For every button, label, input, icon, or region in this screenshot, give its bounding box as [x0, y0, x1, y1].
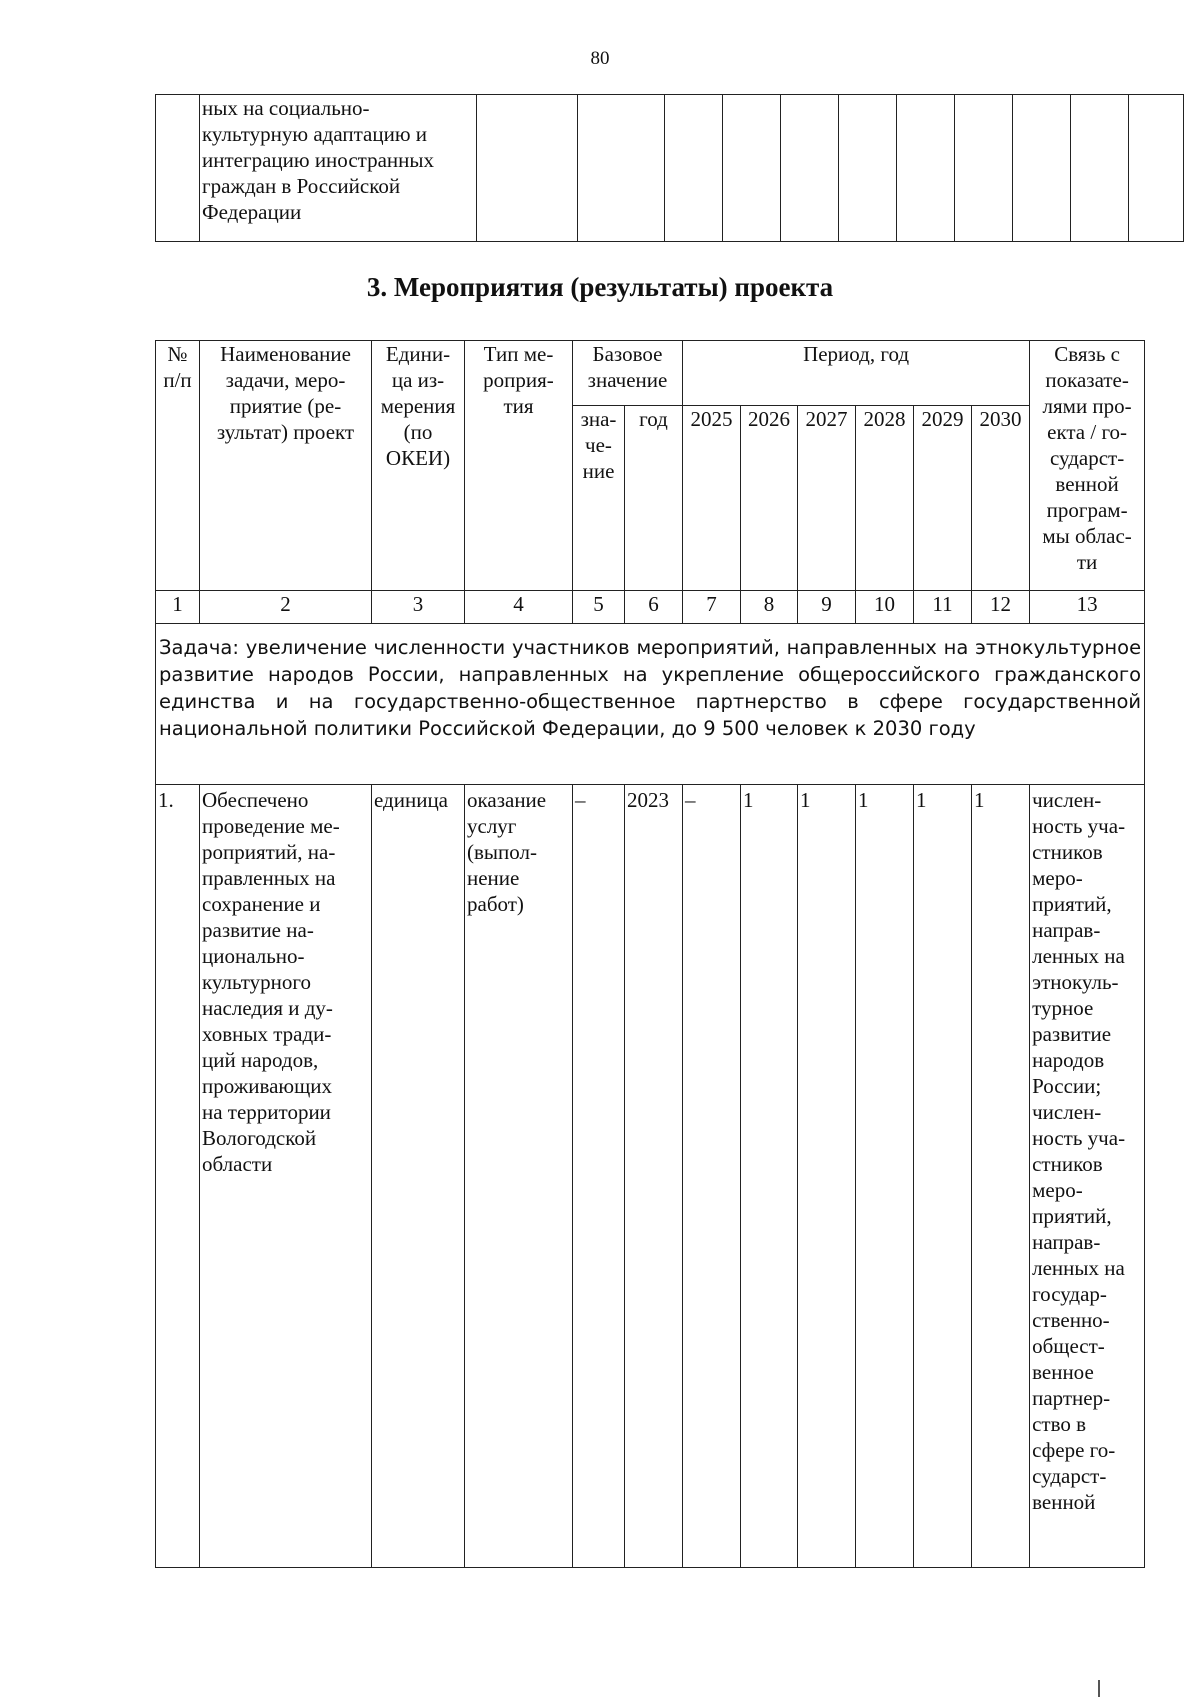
empty-cell — [1013, 95, 1071, 242]
task-description: Задача: увеличение численности участников мероприятий, направленных на этнокультурное развитие народов России, направленных на укрепление общероссийского гражданского единства и на государственно-общественное партнерство в сфере государственной национальной политики Российской Федерации, до 9 500 человек к 2030 году — [156, 624, 1145, 785]
name-continuation-cell — [200, 95, 477, 242]
column-number: 13 — [1030, 591, 1145, 624]
row-value-2025: – — [683, 785, 741, 1568]
header-unit: Едини- ца из- мерения (по ОКЕИ) — [372, 341, 465, 591]
activities-table — [155, 340, 1145, 1568]
empty-cell — [955, 95, 1013, 242]
header-year-2027: 2027 — [798, 406, 856, 591]
row-type: оказание услуг (выпол- нение работ) — [465, 785, 573, 1568]
column-number: 9 — [798, 591, 856, 624]
header-num: № п/п — [156, 341, 200, 591]
column-number: 6 — [625, 591, 683, 624]
row-unit: единица — [372, 785, 465, 1568]
header-year-2029: 2029 — [914, 406, 972, 591]
column-number: 12 — [972, 591, 1030, 624]
empty-cell — [477, 95, 578, 242]
row-value-2029: 1 — [914, 785, 972, 1568]
column-number: 3 — [372, 591, 465, 624]
column-number: 10 — [856, 591, 914, 624]
page-number: 80 — [590, 48, 610, 69]
empty-cell — [781, 95, 839, 242]
empty-cell — [839, 95, 897, 242]
row-base-year: 2023 — [625, 785, 683, 1568]
section-title: 3. Мероприятия (результаты) проекта — [366, 272, 834, 302]
header-base: Базовое значение — [573, 341, 683, 406]
column-number: 1 — [156, 591, 200, 624]
previous-table-continuation — [155, 94, 1184, 242]
row-value-2026: 1 — [741, 785, 798, 1568]
row-base-value: – — [573, 785, 625, 1568]
name-continuation-text: ных на социально- культурную адаптацию и интеграцию иностранных граждан в Российской Федерации — [202, 96, 434, 224]
row-name: Обеспечено проведение ме- роприятий, на- правленных на сохранение и развитие на- ционально- культурного наследия и ду- ховных тради- ций народов, проживающих на территории Вологодской области — [200, 785, 372, 1568]
column-number: 8 — [741, 591, 798, 624]
empty-cell — [1129, 95, 1184, 242]
row-num: 1. — [156, 785, 200, 1568]
header-type: Тип ме- роприя- тия — [465, 341, 573, 591]
empty-cell — [723, 95, 781, 242]
header-year-2025: 2025 — [683, 406, 741, 591]
empty-cell — [897, 95, 955, 242]
empty-cell — [1071, 95, 1129, 242]
header-year-2028: 2028 — [856, 406, 914, 591]
header-year-2030: 2030 — [972, 406, 1030, 591]
header-year-2026: 2026 — [741, 406, 798, 591]
column-number: 7 — [683, 591, 741, 624]
scan-mark — [1098, 1680, 1100, 1697]
empty-cell — [156, 95, 200, 242]
empty-cell — [578, 95, 665, 242]
row-value-2027: 1 — [798, 785, 856, 1568]
header-name: Наименование задачи, меро- приятие (ре- зультат) проект — [200, 341, 372, 591]
column-number: 5 — [573, 591, 625, 624]
row-value-2028: 1 — [856, 785, 914, 1568]
column-number: 2 — [200, 591, 372, 624]
row-link: числен- ность уча- стников меро- приятий, направ- ленных на этнокуль- турное развитие народов России; числен- ность уча- стников меро- приятий, направ- ленных на государ- ственно- общест- венное партнер- ство в сфере го- сударст- венной — [1030, 785, 1145, 1568]
header-link: Связь с показате- лями про- екта / го- сударст- венной програм- мы облас- ти — [1030, 341, 1145, 591]
row-value-2030: 1 — [972, 785, 1030, 1568]
empty-cell — [665, 95, 723, 242]
header-base-year: год — [625, 406, 683, 591]
column-number: 11 — [914, 591, 972, 624]
column-number: 4 — [465, 591, 573, 624]
table-row — [156, 785, 1145, 1568]
header-base-value: зна- че- ние — [573, 406, 625, 591]
header-period: Период, год — [683, 341, 1030, 406]
